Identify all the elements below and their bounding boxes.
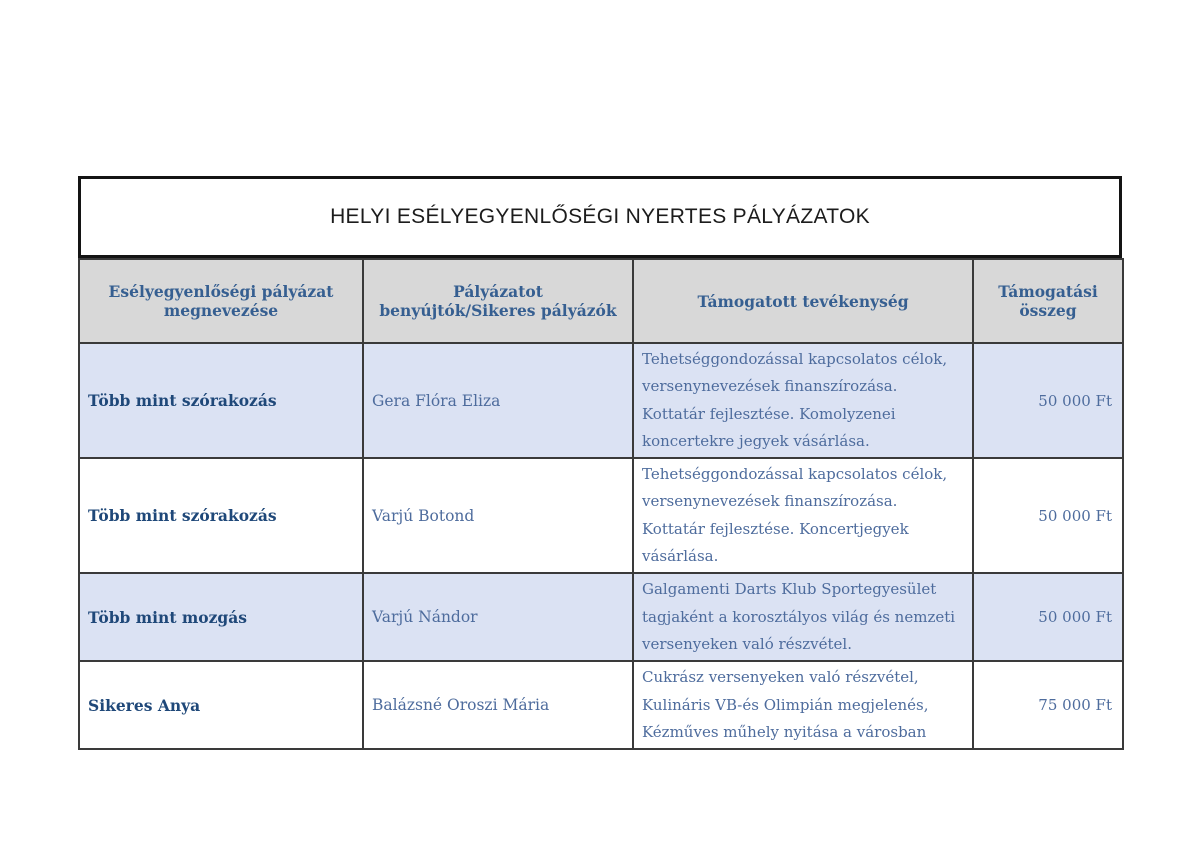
table-row: [79, 343, 1123, 458]
table-row: [79, 661, 1123, 749]
column-header-amount: Támogatási összeg: [973, 259, 1123, 343]
cell-amount: 75 000 Ft: [973, 661, 1123, 749]
grants-table: [78, 258, 1124, 750]
cell-program: Sikeres Anya: [79, 661, 363, 749]
cell-amount: 50 000 Ft: [973, 458, 1123, 573]
cell-amount: 50 000 Ft: [973, 343, 1123, 458]
cell-program: Több mint szórakozás: [79, 343, 363, 458]
cell-activity: Tehetséggondozással kapcsolatos célok, versenynevezések finanszírozása. Kottatár fejlesztése. Komolyzenei koncertekre jegyek vásárlása.: [633, 343, 973, 458]
column-header-activity: Támogatott tevékenység: [633, 259, 973, 343]
cell-activity: Cukrász versenyeken való részvétel, Kulináris VB-és Olimpián megjelenés, Kézműves műhely nyitása a városban: [633, 661, 973, 749]
table-row: [79, 458, 1123, 573]
table-title-box: [78, 176, 1122, 258]
cell-applicant: Varjú Nándor: [363, 573, 633, 661]
grants-table-container: [78, 176, 1122, 750]
cell-activity: Galgamenti Darts Klub Sportegyesület tagjaként a korosztályos világ és nemzeti versenyeken való részvétel.: [633, 573, 973, 661]
cell-program: Több mint szórakozás: [79, 458, 363, 573]
cell-program: Több mint mozgás: [79, 573, 363, 661]
page-title: HELYI ESÉLYEGYENLŐSÉGI NYERTES PÁLYÁZATOK: [330, 205, 870, 228]
column-header-applicant: Pályázatot benyújtók/Sikeres pályázók: [363, 259, 633, 343]
cell-applicant: Varjú Botond: [363, 458, 633, 573]
table-row: [79, 573, 1123, 661]
header-row: [79, 259, 1123, 343]
cell-activity: Tehetséggondozással kapcsolatos célok, versenynevezések finanszírozása. Kottatár fejlesztése. Koncertjegyek vásárlása.: [633, 458, 973, 573]
cell-amount: 50 000 Ft: [973, 573, 1123, 661]
cell-applicant: Balázsné Oroszi Mária: [363, 661, 633, 749]
cell-applicant: Gera Flóra Eliza: [363, 343, 633, 458]
column-header-program: Esélyegyenlőségi pályázat megnevezése: [79, 259, 363, 343]
